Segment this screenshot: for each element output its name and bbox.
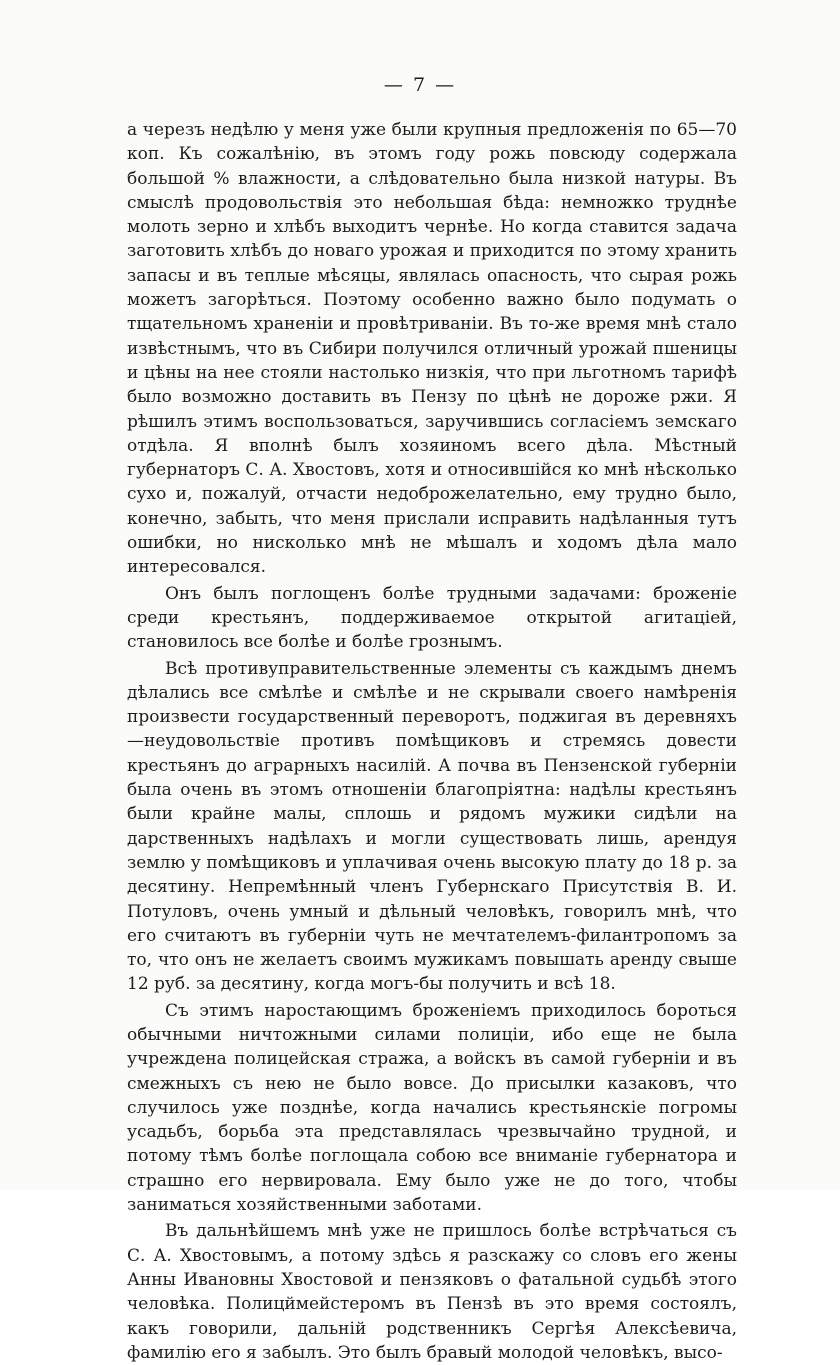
page-number: — 7 — (383, 74, 457, 96)
paragraph: Онъ былъ поглощенъ болѣе трудными задачами: броженіе среди крестьянъ, поддерживаемое открытой агитаціей, становилось все болѣе и болѣе грознымъ. (127, 583, 737, 653)
body-text (127, 118, 737, 1365)
paragraph-continuation: а черезъ недѣлю у меня уже были крупныя предложенія по 65—70 коп. Къ сожалѣнію, въ этомъ году рожь повсюду содержала большой % влажности, а слѣдовательно была низкой натуры. Въ смыслѣ продовольствія это небольшая бѣда: немножко труднѣе молоть зерно и хлѣбъ выходитъ чернѣе. Но когда ставится задача заготовить хлѣбъ до новаго урожая и приходится по этому хранить запасы и въ теплые мѣсяцы, являлась опасность, что сырая рожь можетъ загорѣться. Поэтому особенно важно было подумать о тщательномъ храненіи и провѣтриваніи. Въ то-же время мнѣ стало извѣстнымъ, что въ Сибири получился отличный урожай пшеницы и цѣны на нее стояли настолько низкія, что при льготномъ тарифѣ было возможно доставить въ Пензу по цѣнѣ не дороже ржи. Я рѣшилъ этимъ воспользоваться, заручившись согласіемъ земскаго отдѣла. Я вполнѣ былъ хозяиномъ всего дѣла. Мѣстный губернаторъ С. А. Хвостовъ, хотя и относившійся ко мнѣ нѣсколько сухо и, пожалуй, отчасти недоброжелательно, ему трудно было, конечно, забыть, что меня прислали исправить надѣланныя тутъ ошибки, но нисколько мнѣ не мѣшалъ и ходомъ дѣла мало интересовался. (127, 120, 737, 578)
paragraph: Въ дальнѣйшемъ мнѣ уже не пришлось болѣе встрѣчаться съ С. А. Хвостовымъ, а потому здѣсь я разскажу со словъ его жены Анны Ивановны Хвостовой и пензяковъ о фатальной судьбѣ этого человѣка. Полицймейстеромъ въ Пензѣ въ это время состоялъ, какъ говорили, дальній родственникъ Сергѣя Алексѣевича, фамилію его я забылъ. Это былъ бравый молодой человѣкъ, высо- (127, 1221, 737, 1363)
paragraph: Всѣ противуправительственные элементы съ каждымъ днемъ дѣлались все смѣлѣе и смѣлѣе и не скрывали своего намѣренія произвести государственный переворотъ, поджигая въ деревняхъ—неудовольствіе противъ помѣщиковъ и стремясь довести крестьянъ до аграрныхъ насилій. А почва въ Пензенской губерніи была очень въ этомъ отношеніи благопріятна: надѣлы крестьянъ были крайне малы, сплошь и рядомъ мужики сидѣли на дарственныхъ надѣлахъ и могли существовать лишь, арендуя землю у помѣщиковъ и уплачивая очень высокую плату до 18 р. за десятину. Непремѣнный членъ Губернскаго Присутствія В. И. Потуловъ, очень умный и дѣльный человѣкъ, говорилъ мнѣ, что его считаютъ въ губерніи чуть не мечтателемъ-филантропомъ за то, что онъ не желаетъ своимъ мужикамъ повышать аренду свыше 12 руб. за десятину, когда могъ-бы получить и всѣ 18. (127, 658, 737, 995)
paragraph: Съ этимъ наростающимъ броженіемъ приходилось бороться обычными ничтожными силами полиціи, ибо еще не была учреждена полицейская стража, а войскъ въ самой губерніи и въ смежныхъ съ нею не было вовсе. До присылки казаковъ, что случилось уже позднѣе, когда начались крестьянскіе погромы усадьбъ, борьба эта представлялась чрезвычайно трудной, и потому тѣмъ болѣе поглощала собою все вниманіе губернатора и страшно его нервировала. Ему было уже не до того, чтобы заниматься хозяйственными заботами. (127, 1000, 737, 1216)
